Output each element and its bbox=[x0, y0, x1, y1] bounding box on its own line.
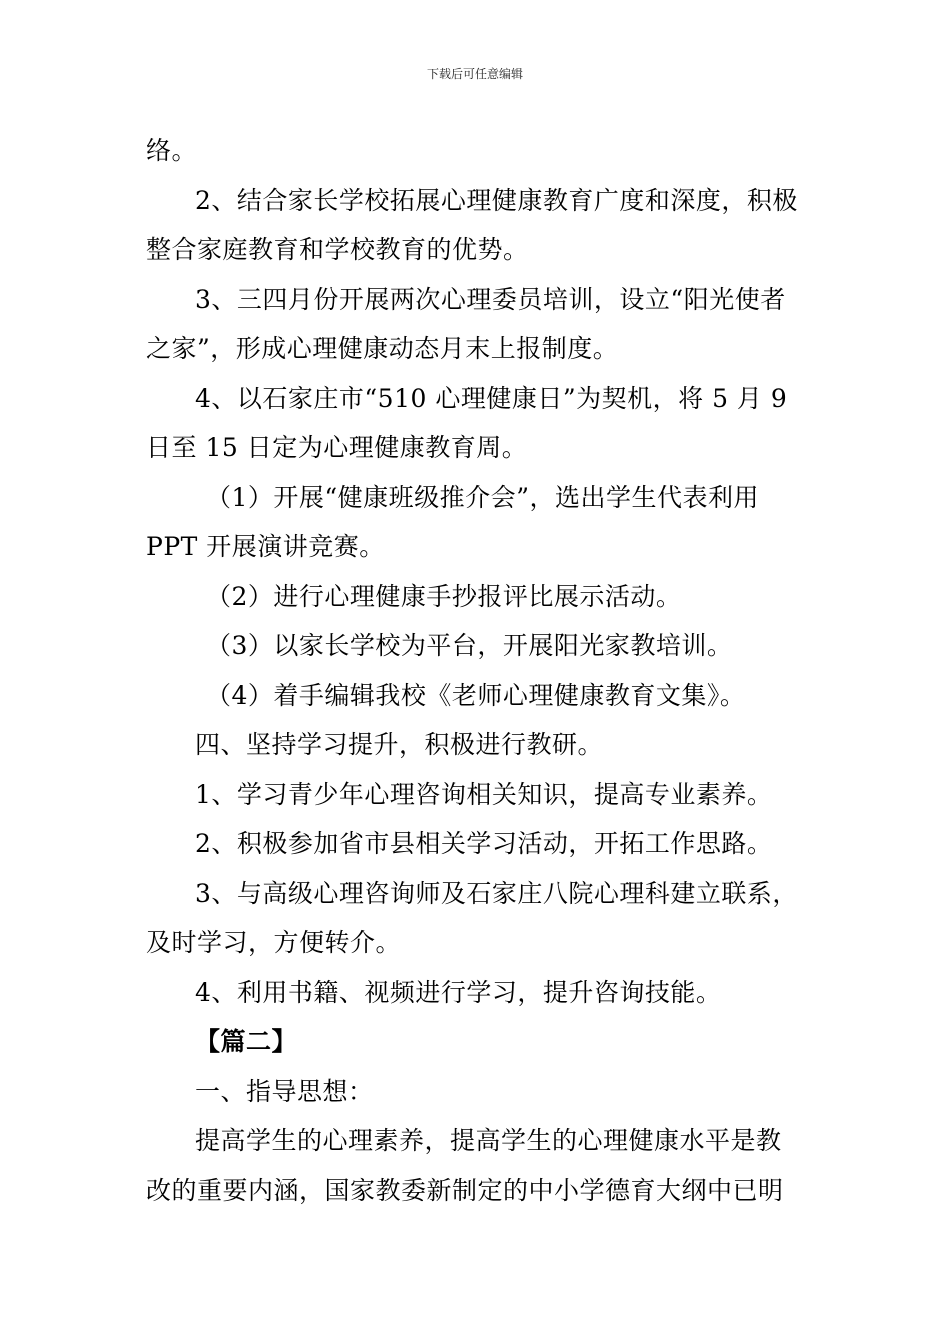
text-line: 日至 15 日定为心理健康教育周。 bbox=[146, 433, 528, 462]
text-line: （4）着手编辑我校《老师心理健康教育文集》。 bbox=[206, 681, 746, 710]
text-line: 4、利用书籍、视频进行学习，提升咨询技能。 bbox=[195, 978, 722, 1007]
text-line: 3、与高级心理咨询师及石家庄八院心理科建立联系， bbox=[195, 879, 798, 908]
text-line: （1）开展“健康班级推介会”，选出学生代表利用 bbox=[206, 483, 759, 512]
section-heading: 一、指导思想： bbox=[195, 1077, 374, 1106]
text-line: 络。 bbox=[146, 136, 198, 165]
text-line: 提高学生的心理素养，提高学生的心理健康水平是教 bbox=[195, 1126, 782, 1155]
text-line: （2）进行心理健康手抄报评比展示活动。 bbox=[206, 582, 682, 611]
text-line: 及时学习，方便转介。 bbox=[146, 928, 402, 957]
text-line: 4、以石家庄市“510 心理健康日”为契机，将 5 月 9 bbox=[195, 384, 788, 413]
text-line: 3、三四月份开展两次心理委员培训，设立“阳光使者 bbox=[195, 285, 786, 314]
text-line: （3）以家长学校为平台，开展阳光家教培训。 bbox=[206, 631, 733, 660]
text-line: 1、学习青少年心理咨询相关知识，提高专业素养。 bbox=[195, 780, 773, 809]
text-line: 改的重要内涵，国家教委新制定的中小学德育大纲中已明 bbox=[146, 1176, 784, 1205]
chapter-marker: 【篇二】 bbox=[195, 1027, 298, 1056]
text-line: 整合家庭教育和学校教育的优势。 bbox=[146, 235, 529, 264]
text-line: 2、结合家长学校拓展心理健康教育广度和深度，积极 bbox=[195, 186, 798, 215]
text-line: 2、积极参加省市县相关学习活动，开拓工作思路。 bbox=[195, 829, 773, 858]
text-line: PPT 开展演讲竞赛。 bbox=[146, 532, 385, 561]
download-editable-note: 下载后可任意编辑 bbox=[426, 67, 523, 81]
text-line: 之家”，形成心理健康动态月末上报制度。 bbox=[146, 334, 619, 363]
section-heading: 四、坚持学习提升，积极进行教研。 bbox=[195, 730, 604, 759]
